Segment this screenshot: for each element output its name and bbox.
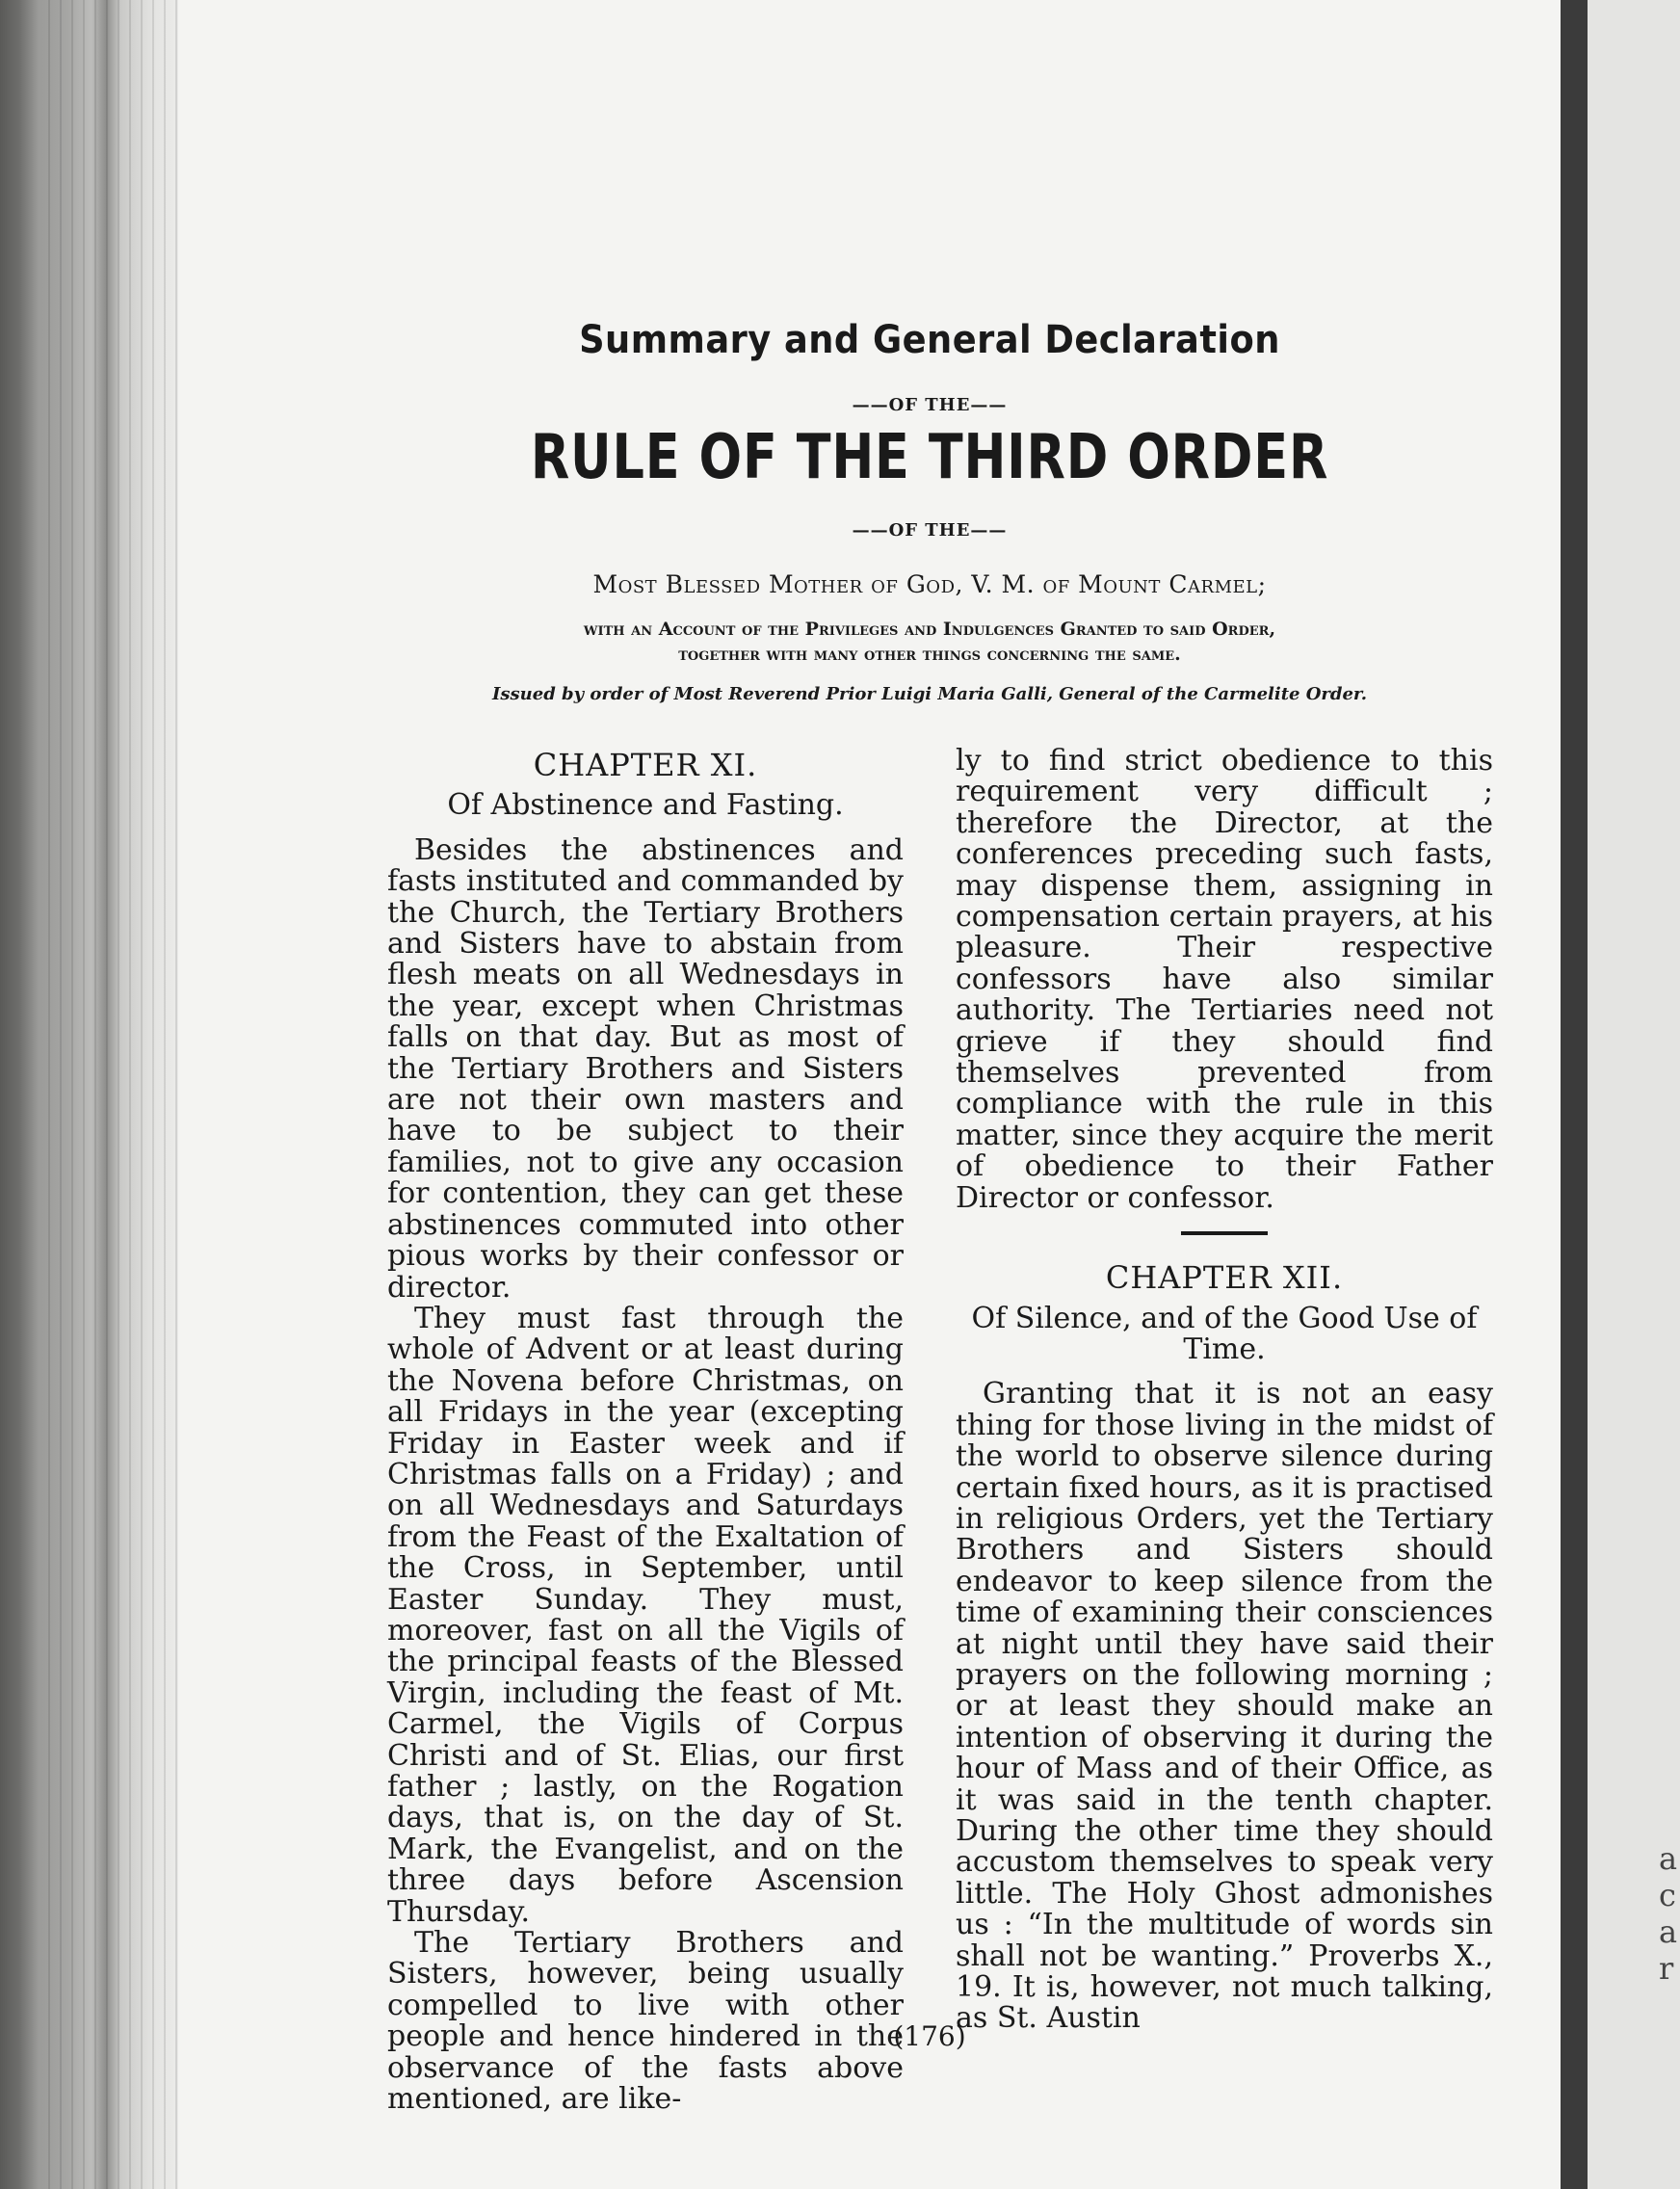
of-the-divider: ——OF THE—— <box>852 520 1008 541</box>
main-title: RULE OF THE THIRD ORDER <box>530 422 1329 493</box>
page-number: (176) <box>893 2020 966 2052</box>
paragraph: Besides the abstinences and fasts instituted and commanded by the Church, the Tertiary Brothers and Sisters have to abstain from flesh meats on all Wednesdays in the year, except when Christmas falls on that day. But as most of the Tertiary Brothers and Sisters are not their own masters and have to be subject to their families, not to give any occasion for contention, they can get these abstinences commuted into other pious works by their confessor or director. <box>387 832 904 1305</box>
section-divider <box>1181 1231 1268 1235</box>
of-the-divider: ——OF THE—— <box>852 395 1008 415</box>
account-line-1: with an Account of the Privileges and Indulgences Granted to said Order, <box>583 619 1276 640</box>
chapter-xii-heading: CHAPTER XII. <box>1105 1259 1344 1297</box>
subtitle: Most Blessed Mother of God, V. M. of Mount Carmel; <box>592 570 1267 598</box>
chapter-xi-subtitle: Of Abstinence and Fasting. <box>447 788 844 823</box>
paragraph: The Tertiary Brothers and Sisters, however, being usually compelled to live with other people and hence hindered in the observance of the fasts above mentioned, are like- <box>387 1926 904 2117</box>
paragraph: Granting that it is not an easy thing for those living in the midst of the world to observe silence during certain fixed hours, as it is practised in religious Orders, yet the Tertiary Brothers and Sisters should endeavor to keep silence from the time of examining their consciences at night until they have said their prayers on the following morning ; or at least they should make an intention of observing it during the hour of Mass and of their Office, as it was said in the tenth chapter. During the other time they should accustom themselves to speak very little. The Holy Ghost admonishes us : “In the multitude of words sin shall not be wanting.” Proverbs X., 19. It is, however, not much talking, as St. Austin <box>956 1377 1493 2036</box>
page-gutter <box>1561 0 1588 2189</box>
issued-by-line: Issued by order of Most Reverend Prior Luigi Maria Galli, General of the Carmelite Order. <box>491 684 1368 704</box>
bleed-char: r <box>1659 1950 1674 1987</box>
left-column <box>387 747 904 2117</box>
bleed-char: a <box>1659 1840 1678 1877</box>
summary-title: Summary and General Declaration <box>579 318 1280 362</box>
account-line-2: together with many other things concerning the same. <box>678 644 1181 665</box>
bleed-char: c <box>1659 1877 1676 1913</box>
bleed-char: a <box>1659 1913 1678 1950</box>
paragraph: They must fast through the whole of Advent or at least during the Novena before Christmas, on all Fridays in the year (excepting Friday in Easter week and if Christmas falls on a Friday) ; and on all Wednesdays and Saturdays from the Feast of the Exaltation of the Cross, in September, until Easter Sunday. They must, moreover, fast on all the Vigils of the principal feasts of the Blessed Virgin, including the feast of Mt. Carmel, the Vigils of Corpus Christi and of St. Elias, our first father ; lastly, on the Rogation days, that is, on the day of St. Mark, the Evangelist, and on the three days before Ascension Thursday. <box>387 1301 904 1929</box>
chapter-xii-subtitle: Of Silence, and of the Good Use of Time. <box>971 1301 1478 1366</box>
right-column <box>956 746 1493 2035</box>
chapter-xi-heading: CHAPTER XI. <box>533 747 758 783</box>
page-stack-lines <box>48 0 183 2189</box>
paragraph-continued: ly to find strict obedience to this requirement very difficult ; therefore the Director, at the conferences preceding such fasts, may dispense them, assigning in compensation certain prayers, at his pleasure. Their respective confessors have also similar authority. The Tertiaries need not grieve if they should find themselves prevented from compliance with the rule in this matter, since they acquire the merit of obedience to their Father Director or confessor. <box>956 744 1493 1215</box>
